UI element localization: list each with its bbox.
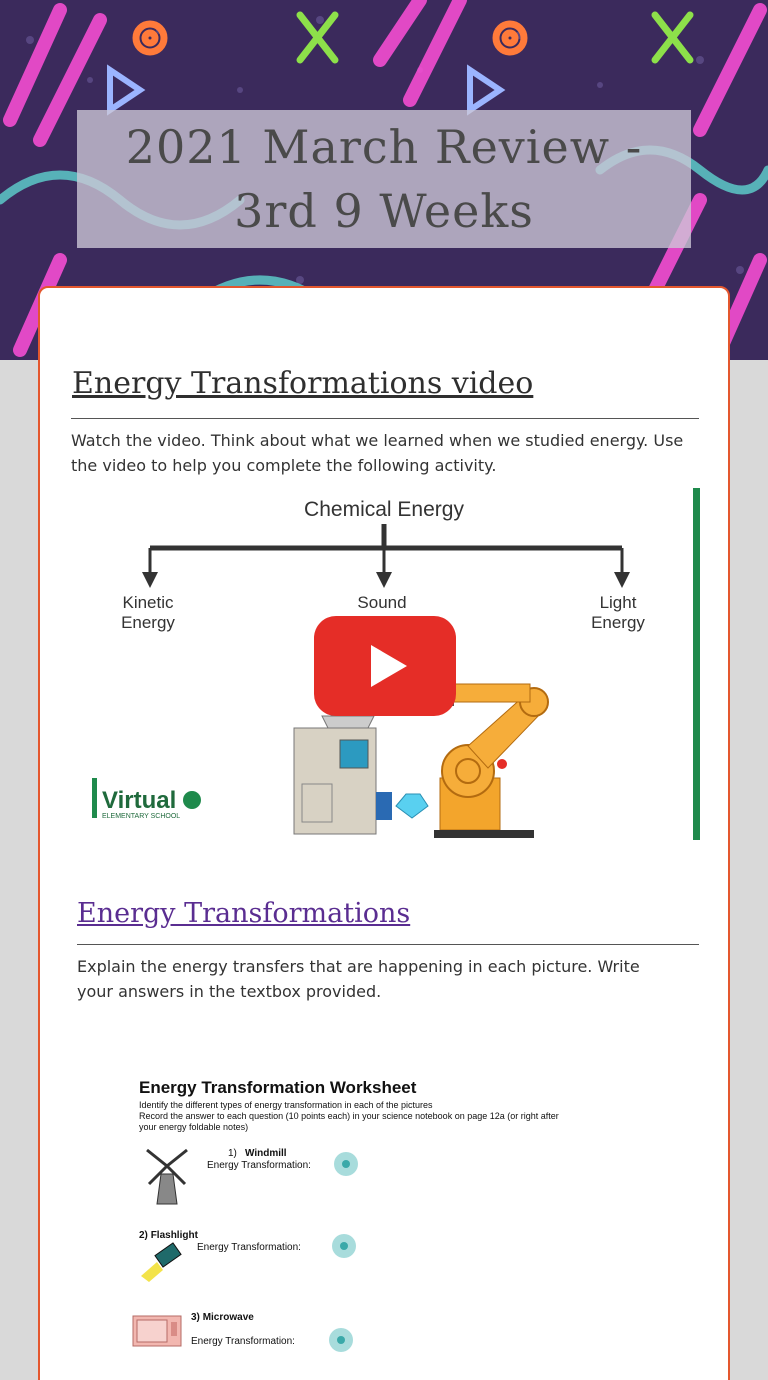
thumb-top-label: Chemical Energy — [304, 498, 464, 521]
windmill-icon — [143, 1146, 191, 1206]
thumb-label-sound: Sound — [357, 593, 407, 612]
answer-hotspot[interactable] — [329, 1328, 353, 1352]
item-prompt: Energy Transformation: — [191, 1336, 295, 1347]
section-text-video: Watch the video. Think about what we learned when we studied energy. Use the video to help you complete the following activity. — [71, 431, 684, 475]
section-text-transformations: Explain the energy transfers that are happening in each picture. Write your answers in the textbox provided. — [77, 957, 640, 1001]
answer-hotspot[interactable] — [332, 1234, 356, 1258]
worksheet-instructions: Identify the different types of energy transformation in each of the pictures Record the answer to each question (10 points each) in your science notebook on page 12a (or right after your energy foldable notes) — [139, 1100, 559, 1132]
answer-hotspot[interactable] — [334, 1152, 358, 1176]
logo-virtual: Virtual — [102, 787, 177, 814]
section-title-transformations: Energy Transformations — [77, 898, 411, 929]
item-prompt: Energy Transformation: — [197, 1242, 301, 1253]
logo-school: ELEMENTARY SCHOOL — [102, 813, 181, 820]
thumb-label-kinetic: Kinetic Energy — [121, 593, 175, 632]
item-number: 1) — [228, 1148, 237, 1159]
section-title-video: Energy Transformations video — [72, 366, 534, 401]
page-title: 2021 March Review - 3rd 9 Weeks — [125, 120, 643, 238]
microwave-icon — [131, 1312, 183, 1350]
item-prompt: Energy Transformation: — [207, 1160, 311, 1171]
item-name: 3) Microwave — [191, 1312, 254, 1323]
item-name: Windmill — [245, 1148, 287, 1159]
video-side-bar — [693, 488, 700, 840]
divider — [77, 944, 699, 945]
youtube-play-button[interactable] — [314, 616, 456, 716]
video-embed[interactable] — [84, 488, 700, 840]
play-icon — [371, 645, 407, 687]
content-card — [38, 286, 730, 1380]
worksheet-title: Energy Transformation Worksheet — [139, 1078, 417, 1097]
flashlight-icon — [139, 1240, 187, 1284]
item-name: 2) Flashlight — [139, 1230, 198, 1241]
worksheet-image — [125, 1072, 645, 1372]
divider — [71, 418, 699, 419]
title-box — [77, 110, 691, 248]
thumb-label-light: Light Energy — [591, 593, 645, 632]
